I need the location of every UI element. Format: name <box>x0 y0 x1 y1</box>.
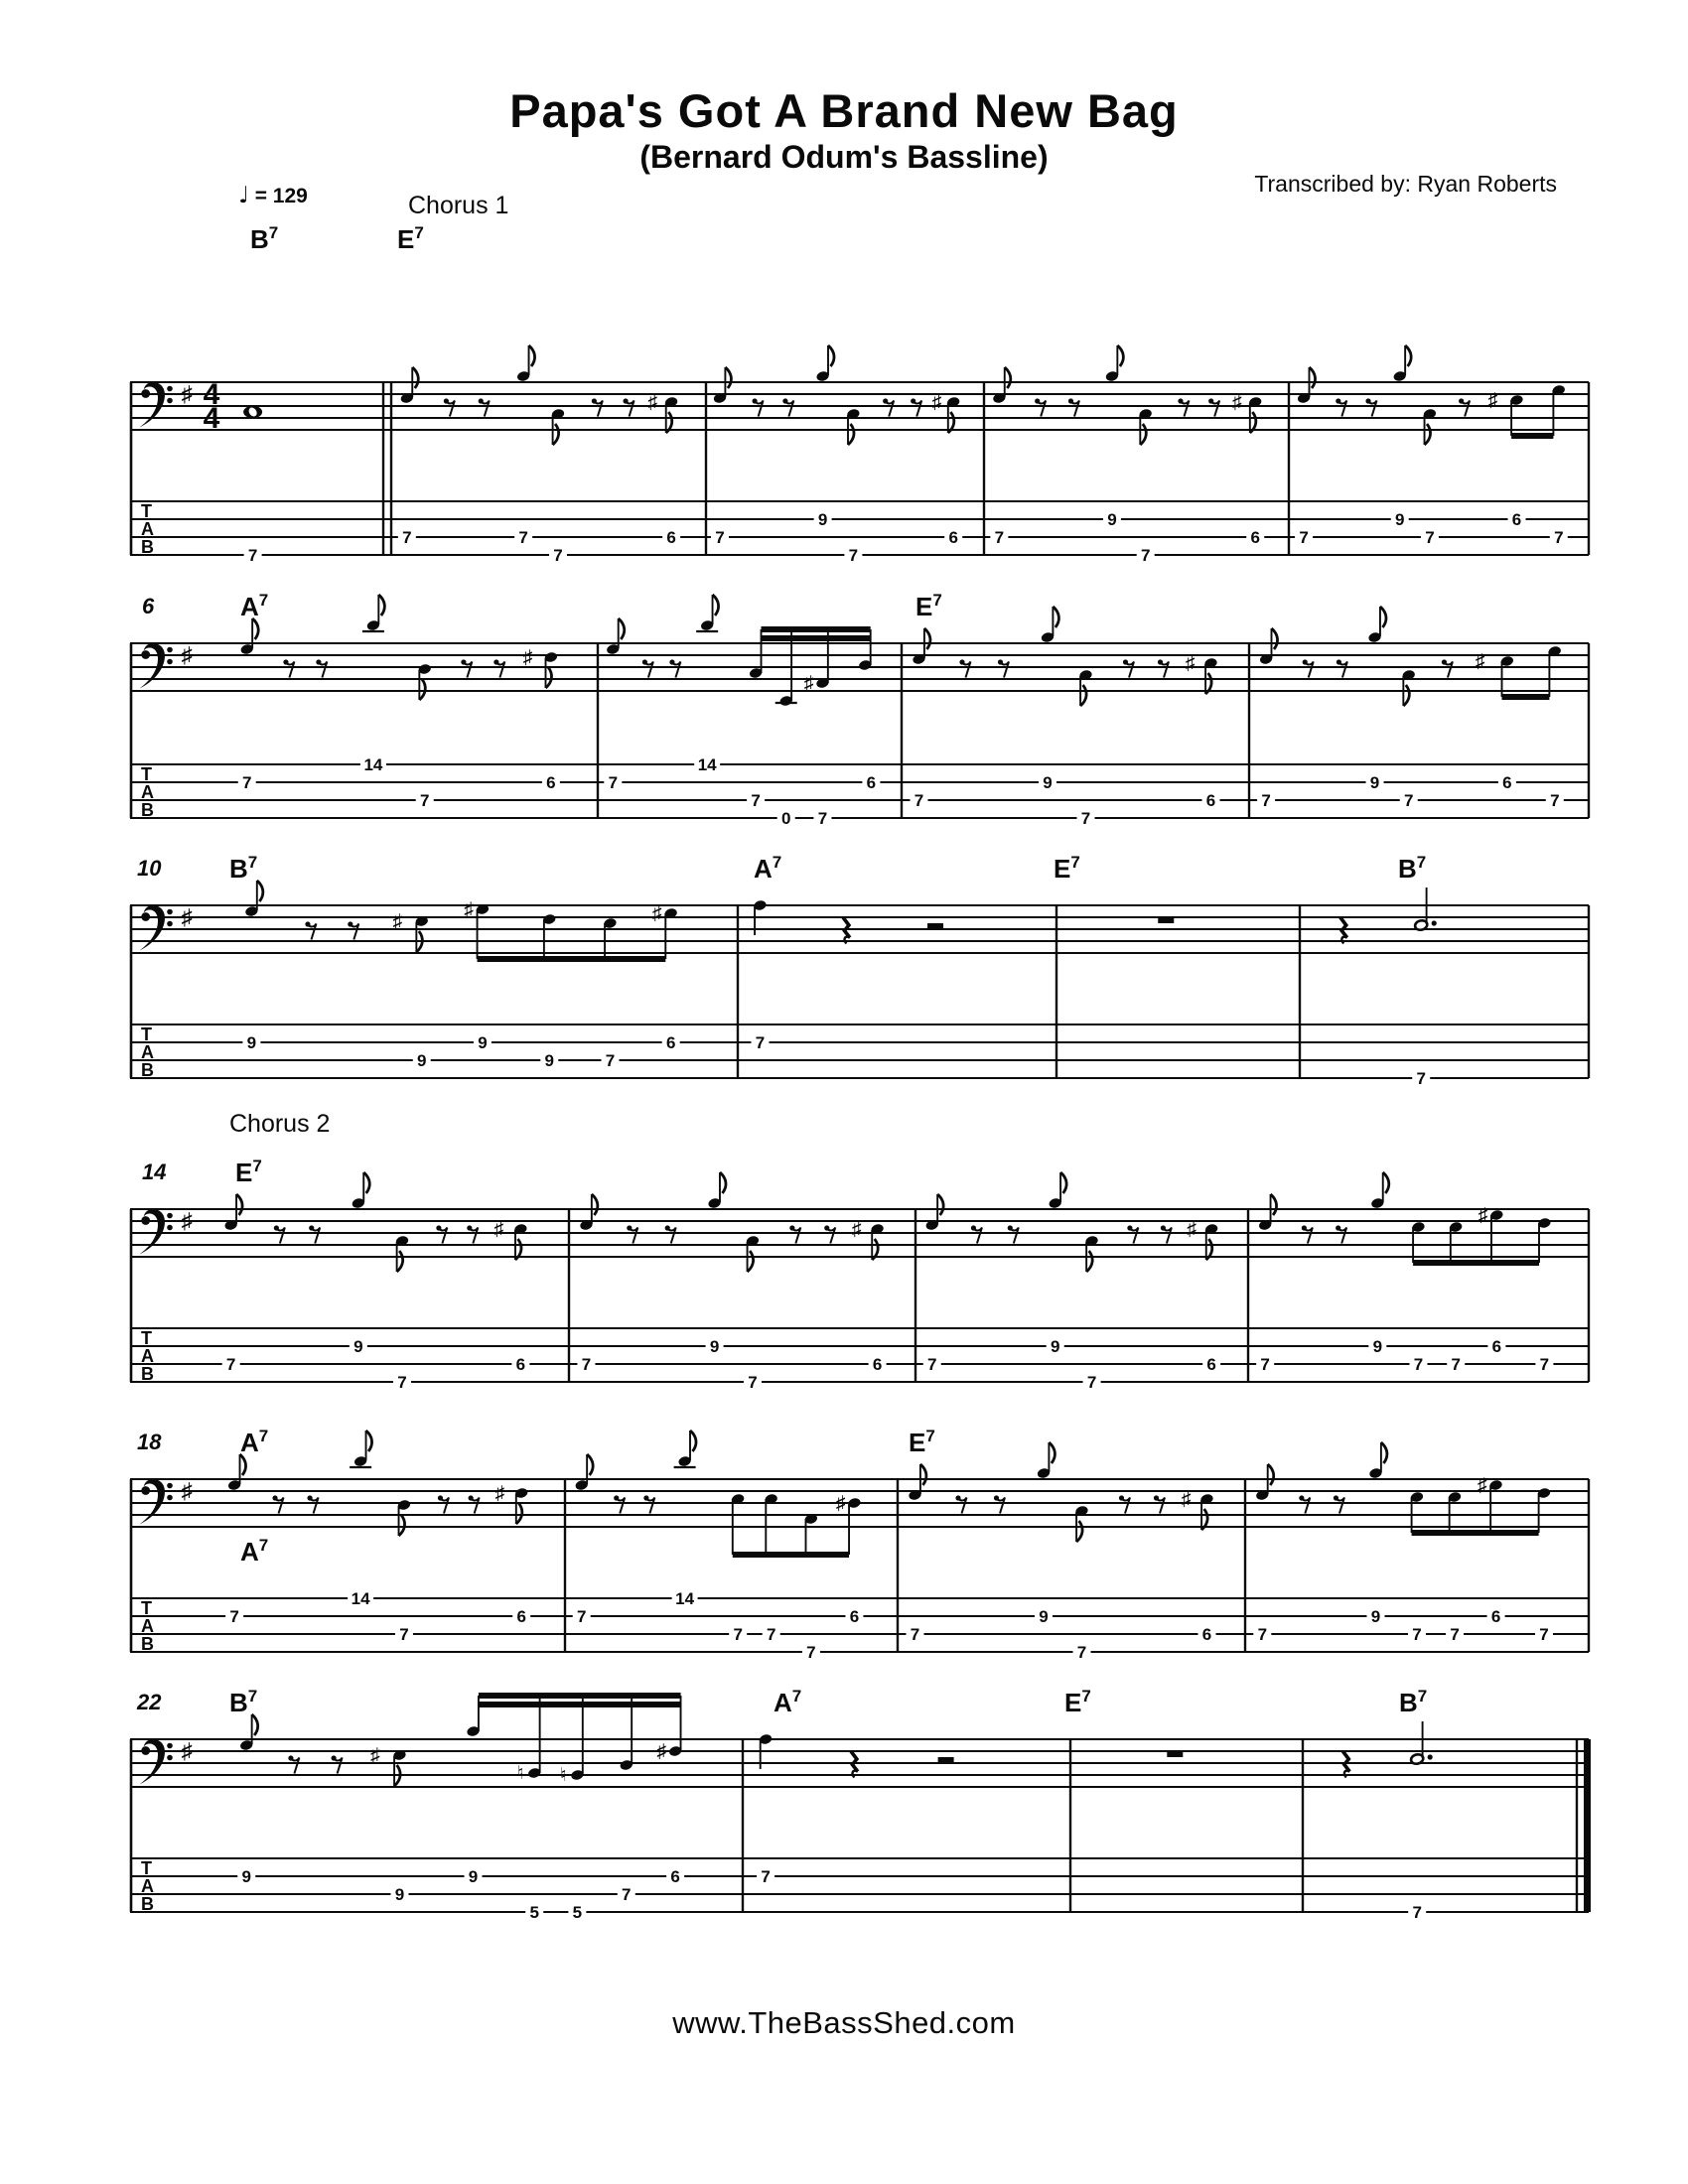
system-2 <box>130 591 1589 828</box>
tab-letter: A <box>141 519 154 539</box>
tab-fret-number: 9 <box>709 1337 720 1356</box>
eighth-rest <box>283 659 294 677</box>
tab-fret-number: 9 <box>246 1033 257 1052</box>
tab-fret-number: 9 <box>1050 1337 1060 1356</box>
accidental-sharp: ♯ <box>851 1219 862 1240</box>
tab-fret-number: 9 <box>1395 510 1405 529</box>
system-1 <box>130 192 1589 565</box>
eighth-rest <box>959 659 970 677</box>
tab-fret-number: 7 <box>1257 1625 1268 1644</box>
chord-symbol: $B^7$ <box>229 1687 258 1717</box>
tab-fret-number: 14 <box>363 755 383 774</box>
tab-fret-number: 5 <box>529 1903 539 1922</box>
tab-fret-number: 6 <box>1490 1607 1501 1626</box>
tab-fret-number: 6 <box>666 528 676 547</box>
tab-fret-number: 6 <box>1205 791 1216 810</box>
eighth-rest <box>642 659 653 677</box>
tab-fret-number: 7 <box>1539 1355 1550 1374</box>
tab-fret-number: 6 <box>665 1033 676 1052</box>
tab-fret-number: 7 <box>1086 1373 1097 1392</box>
tab-fret-number: 7 <box>577 1607 587 1626</box>
tab-letter: T <box>141 1598 152 1618</box>
eighth-rest <box>1336 1225 1346 1243</box>
eighth-rest <box>1123 659 1134 677</box>
quarter-rest <box>851 1751 858 1778</box>
bass-clef-icon <box>140 1479 173 1525</box>
tab-letter: A <box>141 1616 154 1636</box>
eighth-rest <box>665 1225 676 1243</box>
eighth-rest <box>461 659 472 677</box>
tab-fret-number: 9 <box>468 1867 479 1886</box>
accidental-sharp: ♯ <box>1187 1219 1196 1240</box>
tab-fret-number: 7 <box>1425 528 1435 547</box>
accidental-sharp: ♯ <box>1185 653 1196 674</box>
tab-fret-number: 6 <box>1250 528 1260 547</box>
key-signature-sharp: ♯ <box>181 642 193 667</box>
eighth-rest <box>316 659 327 677</box>
tab-fret-number: 6 <box>1502 773 1512 792</box>
bass-clef-icon <box>140 905 173 951</box>
eighth-rest <box>307 1495 318 1513</box>
tab-fret-number: 9 <box>1043 773 1053 792</box>
tab-fret-number: 7 <box>242 773 252 792</box>
accidental-sharp: ♯ <box>1477 1475 1487 1496</box>
tab-fret-number: 6 <box>516 1607 526 1626</box>
tab-letter: A <box>141 782 154 802</box>
tab-fret-number: 9 <box>353 1337 363 1356</box>
tab-fret-number: 7 <box>1412 1625 1422 1644</box>
tab-fret-number: 9 <box>417 1051 427 1070</box>
tab-fret-number: 7 <box>1413 1355 1424 1374</box>
accidental-sharp: ♯ <box>803 673 814 694</box>
system-4 <box>130 1110 1589 1392</box>
eighth-rest <box>332 1755 343 1773</box>
eighth-rest <box>1178 398 1189 416</box>
measure-number: 18 <box>137 1430 162 1454</box>
chord-symbol: $A^7$ <box>774 1687 802 1717</box>
accidental-sharp: ♯ <box>493 1219 504 1240</box>
chord-symbol: $B^7$ <box>1398 853 1427 884</box>
eighth-rest <box>669 659 680 677</box>
tab-letter: A <box>141 1876 154 1896</box>
tab-fret-number: 7 <box>622 1885 632 1904</box>
tab-fret-number: 7 <box>399 1625 409 1644</box>
tab-fret-number: 6 <box>1201 1625 1212 1644</box>
tab-fret-number: 7 <box>1451 1355 1461 1374</box>
tab-fret-number: 7 <box>1416 1069 1426 1088</box>
tab-fret-number: 7 <box>1404 791 1414 810</box>
tab-fret-number: 6 <box>1206 1355 1216 1374</box>
tab-fret-number: 9 <box>1107 510 1117 529</box>
chord-symbol: $E^7$ <box>915 591 942 621</box>
eighth-rest <box>288 1755 299 1773</box>
tab-fret-number: 7 <box>229 1607 239 1626</box>
tab-fret-number: 7 <box>1412 1903 1422 1922</box>
tab-letter: T <box>141 1024 152 1044</box>
tab-fret-number: 5 <box>572 1903 583 1922</box>
tab-letter: T <box>141 501 152 521</box>
tab-fret-number: 7 <box>608 773 619 792</box>
tab-fret-number: 7 <box>605 1051 616 1070</box>
tab-fret-number: 6 <box>948 528 958 547</box>
tab-fret-number: 7 <box>748 1373 758 1392</box>
chord-symbol: $E^7$ <box>909 1427 935 1457</box>
tab-letter: B <box>141 800 154 820</box>
whole-rest <box>1167 1751 1183 1757</box>
tab-fret-number: 7 <box>817 809 828 828</box>
accidental-sharp: ♯ <box>1232 392 1242 413</box>
accidental-sharp: ♯ <box>370 1745 380 1766</box>
accidental-sharp: ♯ <box>1477 1205 1488 1226</box>
tab-fret-number: 7 <box>553 546 563 565</box>
tab-fret-number: 6 <box>546 773 556 792</box>
tab-fret-number: 6 <box>866 773 877 792</box>
eighth-rest <box>1068 398 1079 416</box>
tab-fret-number: 9 <box>1039 1607 1049 1626</box>
tab-fret-number: 9 <box>1369 773 1380 792</box>
eighth-rest <box>1459 398 1470 416</box>
tab-fret-number: 7 <box>1539 1625 1549 1644</box>
key-signature-sharp: ♯ <box>181 904 193 929</box>
tab-letter: A <box>141 1042 154 1062</box>
bass-clef-icon <box>140 382 173 428</box>
measure-number: 14 <box>142 1160 167 1184</box>
chord-symbol: $E^7$ <box>1064 1687 1091 1717</box>
tab-fret-number: 7 <box>848 546 859 565</box>
tab-fret-number: 7 <box>766 1625 776 1644</box>
tab-fret-number: 6 <box>1511 510 1522 529</box>
accidental-sharp: ♯ <box>931 392 942 413</box>
tab-letter: T <box>141 1328 152 1348</box>
accidental-sharp: ♯ <box>1487 390 1498 411</box>
system-5 <box>130 1427 1589 1662</box>
eighth-rest <box>469 1495 480 1513</box>
key-signature-sharp: ♯ <box>181 1478 193 1503</box>
eighth-rest <box>1303 659 1314 677</box>
tab-letter: T <box>141 764 152 784</box>
half-rest <box>927 923 943 929</box>
tab-fret-number: 7 <box>927 1355 937 1374</box>
tab-fret-number: 6 <box>872 1355 883 1374</box>
eighth-rest <box>753 398 764 416</box>
eighth-rest <box>1158 659 1169 677</box>
quarter-rest <box>1340 917 1347 944</box>
accidental-sharp: ♯ <box>464 899 474 920</box>
half-rest <box>938 1757 954 1763</box>
tab-fret-number: 6 <box>670 1867 680 1886</box>
eighth-rest <box>1127 1225 1138 1243</box>
tab-fret-number: 9 <box>1372 1337 1383 1356</box>
tab-fret-number: 6 <box>515 1355 526 1374</box>
bass-clef-icon <box>140 1739 173 1785</box>
accidental-natural: ♮ <box>560 1765 567 1786</box>
eighth-rest <box>1336 659 1347 677</box>
eighth-rest <box>1035 398 1046 416</box>
tab-fret-number: 6 <box>1491 1337 1502 1356</box>
section-label: Chorus 1 <box>408 192 509 219</box>
accidental-sharp: ♯ <box>651 903 662 924</box>
quarter-note-icon: ♩ <box>238 183 249 208</box>
eighth-rest <box>309 1225 320 1243</box>
eighth-rest <box>911 398 921 416</box>
eighth-rest <box>1336 398 1346 416</box>
tab-fret-number: 9 <box>817 510 828 529</box>
tab-fret-number: 7 <box>1076 1643 1087 1662</box>
eighth-rest <box>994 1495 1005 1513</box>
accidental-sharp: ♯ <box>656 1741 666 1762</box>
eighth-rest <box>614 1495 625 1513</box>
tab-fret-number: 7 <box>806 1643 816 1662</box>
chord-symbol: $B^7$ <box>250 223 279 254</box>
eighth-rest <box>883 398 894 416</box>
tab-fret-number: 9 <box>478 1033 488 1052</box>
system-6 <box>130 1687 1591 1922</box>
eighth-rest <box>1365 398 1376 416</box>
whole-rest <box>1158 917 1174 923</box>
accidental-sharp: ♯ <box>647 392 657 413</box>
eighth-rest <box>592 398 603 416</box>
tab-fret-number: 7 <box>751 791 761 810</box>
bass-clef-icon <box>140 1209 173 1255</box>
tab-fret-number: 7 <box>402 528 412 547</box>
tab-fret-number: 14 <box>675 1589 695 1608</box>
eighth-rest <box>444 398 455 416</box>
eighth-rest <box>1299 1495 1310 1513</box>
chord-symbol: $E^7$ <box>1054 853 1080 884</box>
accidental-sharp: ♯ <box>522 647 533 668</box>
tab-fret-number: 7 <box>1299 528 1309 547</box>
eighth-rest <box>789 1225 800 1243</box>
accidental-sharp: ♯ <box>1475 651 1485 672</box>
time-signature: 4 <box>203 378 220 411</box>
accidental-sharp: ♯ <box>392 911 403 932</box>
tab-fret-number: 7 <box>1550 791 1560 810</box>
eighth-rest <box>467 1225 478 1243</box>
accidental-natural: ♮ <box>516 1763 524 1784</box>
tab-fret-number: 7 <box>1261 791 1271 810</box>
footer-url: www.TheBassShed.com <box>672 2005 1016 2040</box>
tab-letter: B <box>141 1060 154 1080</box>
eighth-rest <box>643 1495 654 1513</box>
tab-fret-number: 7 <box>715 528 725 547</box>
tab-fret-number: 6 <box>849 1607 860 1626</box>
eighth-rest <box>1302 1225 1313 1243</box>
tab-fret-number: 7 <box>910 1625 920 1644</box>
chord-symbol: $E^7$ <box>397 223 424 254</box>
eighth-rest <box>1334 1495 1344 1513</box>
eighth-rest <box>493 659 504 677</box>
eighth-rest <box>436 1225 447 1243</box>
eighth-rest <box>627 1225 637 1243</box>
measure-number: 22 <box>137 1690 162 1714</box>
tab-fret-number: 7 <box>1450 1625 1460 1644</box>
eighth-rest <box>479 398 490 416</box>
quarter-rest <box>843 917 850 944</box>
tab-fret-number: 7 <box>761 1867 771 1886</box>
tab-fret-number: 7 <box>419 791 430 810</box>
tab-fret-number: 9 <box>1370 1607 1381 1626</box>
tab-fret-number: 7 <box>994 528 1005 547</box>
chord-symbol: $E^7$ <box>235 1157 262 1187</box>
eighth-rest <box>348 921 358 939</box>
tab-fret-number: 14 <box>351 1589 370 1608</box>
page-subtitle: (Bernard Odum's Bassline) <box>639 139 1049 175</box>
eighth-rest <box>1154 1495 1165 1513</box>
tab-fret-number: 7 <box>733 1625 743 1644</box>
eighth-rest <box>998 659 1009 677</box>
chord-symbol: $B^7$ <box>229 853 258 884</box>
eighth-rest <box>1161 1225 1172 1243</box>
transcriber-credit: Transcribed by: Ryan Roberts <box>1254 171 1557 197</box>
eighth-rest <box>971 1225 982 1243</box>
tab-fret-number: 7 <box>1080 809 1091 828</box>
quarter-rest <box>1342 1751 1349 1778</box>
tab-fret-number: 7 <box>1554 528 1564 547</box>
bass-clef-icon <box>140 643 173 689</box>
eighth-rest <box>1442 659 1453 677</box>
tab-fret-number: 7 <box>247 546 258 565</box>
eighth-rest <box>623 398 633 416</box>
tab-fret-number: 14 <box>697 755 717 774</box>
tab-letter: T <box>141 1858 152 1878</box>
eighth-rest <box>1208 398 1219 416</box>
key-signature-sharp: ♯ <box>181 1738 193 1763</box>
page-title: Papa's Got A Brand New Bag <box>509 84 1179 137</box>
tab-fret-number: 7 <box>518 528 528 547</box>
accidental-sharp: ♯ <box>494 1483 505 1504</box>
key-signature-sharp: ♯ <box>181 381 193 406</box>
eighth-rest <box>955 1495 966 1513</box>
tab-letter: B <box>141 1894 154 1914</box>
tab-fret-number: 7 <box>755 1033 766 1052</box>
eighth-rest <box>782 398 793 416</box>
tab-fret-number: 9 <box>544 1051 555 1070</box>
eighth-rest <box>1119 1495 1130 1513</box>
system-3 <box>130 853 1589 1088</box>
tab-letter: B <box>141 1364 154 1384</box>
tab-letter: B <box>141 537 154 557</box>
tab-letter: A <box>141 1346 154 1366</box>
tab-fret-number: 7 <box>1140 546 1151 565</box>
chord-symbol: $A^7$ <box>240 591 269 621</box>
measure-number: 6 <box>142 594 155 618</box>
tab-letter: B <box>141 1634 154 1654</box>
tab-fret-number: 0 <box>780 809 791 828</box>
chord-symbol: $B^7$ <box>1399 1687 1428 1717</box>
accidental-sharp: ♯ <box>835 1493 846 1514</box>
eighth-rest <box>305 921 316 939</box>
tempo-value: = 129 <box>254 185 308 207</box>
section-label: Chorus 2 <box>229 1110 331 1138</box>
eighth-rest <box>274 1225 285 1243</box>
eighth-rest <box>438 1495 449 1513</box>
tab-fret-number: 7 <box>914 791 924 810</box>
chord-symbol: $A^7$ <box>240 1536 269 1567</box>
chord-symbol: $A^7$ <box>240 1427 269 1457</box>
measure-number: 10 <box>137 856 162 881</box>
time-signature: 4 <box>203 402 220 435</box>
eighth-rest <box>1008 1225 1019 1243</box>
chord-symbol: $A^7$ <box>754 853 782 884</box>
key-signature-sharp: ♯ <box>181 1208 193 1233</box>
accidental-sharp: ♯ <box>1181 1489 1192 1510</box>
tab-fret-number: 9 <box>394 1885 405 1904</box>
tab-fret-number: 7 <box>225 1355 236 1374</box>
tab-fret-number: 9 <box>241 1867 251 1886</box>
eighth-rest <box>824 1225 835 1243</box>
tab-fret-number: 7 <box>1260 1355 1270 1374</box>
tab-fret-number: 7 <box>581 1355 592 1374</box>
eighth-rest <box>272 1495 283 1513</box>
tab-fret-number: 7 <box>397 1373 407 1392</box>
